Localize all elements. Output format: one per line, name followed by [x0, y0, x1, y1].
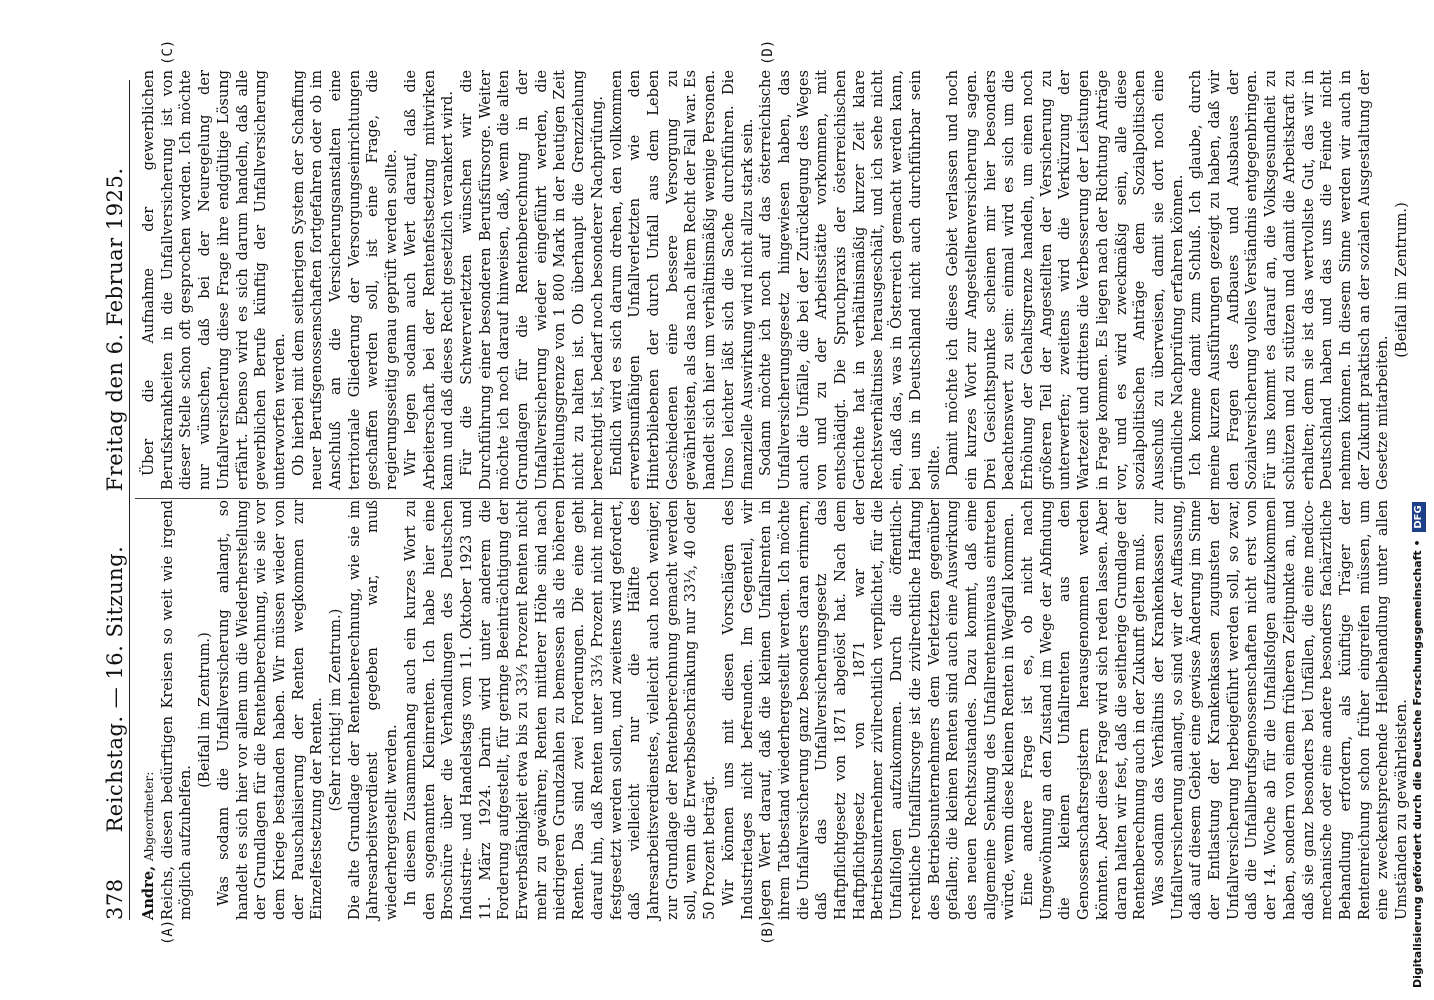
paragraph: Ob hierbei mit dem seitherigen System der Schaffung neuer Berufsgenossenschaften fortgefahren oder ob im Anschluß an die Versicherungsanstalten eine territoriale Gliederung der Versorgungseinrichtungen geschaffen werden soll, ist eine Frage, die regierungsseitig genau geprüft werden sollte.	[289, 70, 401, 490]
session-title: Reichstag. — 16. Sitzung.	[103, 545, 127, 833]
paragraph: Die alte Grundlage der Rentenberechnung, wie sie im Jahresarbeitsverdienst gegeben war, muß wiederhergestellt werden.	[345, 500, 401, 920]
paragraph: Eine andere Frage ist es, ob nicht nach Umgewöhnung an den Zustand im Wege der Abfindung die kleinen Unfallrenten aus den Genossenschaftsregistern herausgenommen werden könnten. Aber diese Frage wird sich reden lassen. Aber daran halten wir fest, daß die seitherige Grundlage der Rentenberechnung auch in der Zukunft gelten muß.	[1019, 500, 1149, 920]
paragraph: Wir können uns mit diesen Vorschlägen des Industrietages nicht befreunden. Im Gegenteil, wir legen Wert darauf, daß die kleinen Unfallrenten in ihrem Tatbestand wiederhergestellt werden. Ich möchte die Unfallversicherung ganz besonders daran erinnern, daß das Unfallversicherungsgesetz das Haftpflichtgesetz von 1871 abgelöst hat. Nach dem Haftpflichtgesetz von 1871 war der Betriebsunternehmer zivilrechtlich verpflichtet, für die Unfallfolgen aufzukommen. Durch die öffentlich-rechtliche Unfallfürsorge ist die zivilrechtliche Haftung des Betriebsunternehmers dem Verletzten gegenüber gefallen; die kleinen Renten sind auch eine Auswirkung des neuen Rechtszustandes. Dazu kommt, daß eine allgemeine Senkung des Unfallrentenniveaus eintreten würde, wenn diese kleinen Renten in Wegfall kommen.	[719, 500, 1018, 920]
interjection: (Beifall im Zentrum.)	[1393, 202, 1411, 358]
paragraph: Über die Aufnahme der gewerblichen Berufskrankheiten in die Unfallversicherung ist von dieser Stelle schon oft gesprochen worden. Ich möchte nur wünschen, daß bei der Neuregelung der Unfallversicherung diese Frage ihre endgültige Lösung erfährt. Ebenso wird es sich darum handeln, daß alle gewerblichen Berufe künftig der Unfallversicherung unterworfen werden.	[140, 70, 288, 490]
left-column	[140, 500, 1411, 920]
page-number: 378	[103, 878, 127, 920]
margin-letter-b: (B)	[760, 919, 776, 945]
speaker-role: Abgeordneter:	[142, 771, 156, 862]
paragraph: Wir legen sodann auch Wert darauf, daß die Arbeiterschaft bei der Rentenfestsetzung mitwirken kann und daß dieses Recht gesetzlich verankert wird.	[401, 70, 457, 490]
session-date: Freitag den 6. Februar 1925.	[103, 167, 127, 492]
paragraph: Ich komme damit zum Schluß. Ich glaube, durch meine kurzen Ausführungen gezeigt zu haben, daß wir den Fragen des Aufbaues und Ausbaues der Sozialversicherung volles Verständnis entgegenbringen. Für uns kommt es darauf an, die Volksgesundheit zu schützen und zu stützen und damit die Arbeitskraft zu erhalten; denn sie ist das wertvollste Gut, das wir in Deutschland haben und das uns die Feinde nicht nehmen können. In diesem Sinne werden wir auch in der Zukunft praktisch an der sozialen Ausgestaltung der Gesetze mitarbeiten.	[1187, 70, 1392, 490]
stamp-text: Digitalisierung gefördert durch die Deutsche Forschungsgemeinschaft •	[1411, 539, 1424, 988]
running-title	[103, 80, 127, 920]
paragraph: Für die Schwerverletzten wünschen wir die Durchführung einer besonderen Berufsfürsorge. Weiter möchte ich noch darauf hinweisen, daß, wenn die alten Grundlagen für die Rentenberechnung in der Unfallversicherung wieder eingeführt werden, die Drittelungsgrenze von 1 800 Mark in der heutigen Zeit nicht zu halten ist. Ob überhaupt die Grenzziehung berechtigt ist, bedarf noch besonderer Nachprüfung.	[457, 70, 606, 490]
speaker-name: Andre,	[140, 865, 157, 920]
paragraph: Was sodann die Unfallversicherung anlangt, so handelt es sich hier vor allem um die Wiederherstellung der Grundlagen für die Rentenberechnung, wie sie vor dem Kriege bestanden haben. Wir müssen wieder von der Pauschalisierung der Renten wegkommen zur Einzelfestsetzung der Renten.	[214, 500, 326, 920]
paragraph: Was sodann das Verhältnis der Krankenkassen zur Unfallversicherung anlangt, so sind wir der Auffassung, daß auf diesem Gebiet eine gewisse Änderung im Sinne der Entlastung der Krankenkassen zugunsten der Unfallversicherung herbeigeführt werden soll, so zwar, daß die Unfallberufsgenossenschaften nicht erst von der 14. Woche ab für die Unfallsfolgen aufzukommen haben, sondern von einem früheren Zeitpunkte an, und daß sie ganz besonders bei Unfällen, die eine medico-mechanische oder eine andere besonders fachärztliche Behandlung erfordern, als künftige Träger der Rentenreichung schon früher eingreifen müssen, um eine zweckentsprechende Heilbehandlung unter allen Umständen zu gewährleisten.	[1149, 500, 1411, 920]
margin-letter-a: (A)	[160, 919, 176, 945]
page-header	[95, 80, 130, 920]
paragraph: Damit möchte ich dieses Gebiet verlassen und noch ein kurzes Wort zur Angestelltenversicherung sagen. Drei Gesichtspunkte scheinen mir hier besonders beachtenswert zu sein: einmal wird es sich um die Erhöhung der Gehaltsgrenze handeln, um einen noch größeren Teil der Angestellten der Versicherung zu unterwerfen; zweitens wird die Verkürzung der Wartezeit und drittens die Verbesserung der Leistungen in Frage kommen. Es liegen nach der Richtung Anträge vor, und es wird zweckmäßig sein, alle diese sozialpolitischen Anträge dem Sozialpolitischen Ausschuß zu überweisen, damit sie dort noch eine gründliche Nachprüfung erfahren können.	[944, 70, 1186, 490]
paragraph: Endlich wird es sich darum drehen, den vollkommen erwerbsunfähigen Unfallverletzten wie den Hinterbliebenen der durch Unfall aus dem Leben Geschiedenen eine bessere Versorgung zu gewährleisten, als das nach altem Recht der Fall war. Es handelt sich hier um verhältnismäßig wenige Personen. Umso leichter läßt sich die Sache durchführen. Die finanzielle Auswirkung wird nicht allzu stark sein.	[607, 70, 756, 490]
interjection: (Beifall im Zentrum.)	[196, 632, 214, 788]
paragraph: Reichs, diesen bedürftigen Kreisen so weit wie irgend möglich aufzuhelfen.	[158, 500, 195, 920]
right-column	[140, 70, 1411, 490]
interjection: (Sehr richtig! im Zentrum.)	[327, 608, 345, 812]
margin-letter-c: (C)	[160, 39, 176, 65]
dfg-logo: DFG	[1412, 502, 1426, 531]
speaker-line	[140, 500, 159, 920]
paragraph: In diesem Zusammenhang auch ein kurzes Wort zu den sogenannten Kleinrenten. Ich habe hier eine Broschüre über die Verhandlungen des Deutschen Industrie- und Handelstags vom 11. Oktober 1923 und 11. März 1924. Darin wird unter anderem die Forderung aufgestellt, für geringe Beeinträchtigung der Erwerbsfähigkeit etwa bis zu 33⅓ Prozent Renten nicht mehr zu gewähren; Renten mittlerer Höhe sind nach niedrigeren Grundzahlen zu bemessen als die höheren Renten. Das sind zwei Forderungen. Die eine geht darauf hin, daß Renten unter 33⅓ Prozent nicht mehr festgesetzt werden sollen, und zweitens wird gefordert, daß vielleicht nur die Hälfte des Jahresarbeitsverdienstes, vielleicht auch noch weniger, zur Grundlage der Rentenberechnung gemacht werden soll, wenn die Erwerbsbeschränkung nur 33⅓, 40 oder 50 Prozent beträgt.	[401, 500, 719, 920]
paragraph: Sodann möchte ich noch auf das österreichische Unfallversicherungsgesetz hingewiesen haben, das auch die Unfälle, die bei der Zurücklegung des Weges von und zu der Arbeitsstätte vorkommen, mit entschädigt. Die Spruchpraxis der österreichischen Gerichte hat in verhältnismäßig kurzer Zeit klare Rechtsverhältnisse herausgeschält, und ich sehe nicht ein, daß das, was in Österreich gemacht werden kann, bei uns in Deutschland nicht auch durchführbar sein sollte.	[757, 70, 943, 490]
digitization-stamp	[1406, 8, 1430, 988]
column-divider	[135, 498, 1275, 499]
margin-letter-d: (D)	[760, 39, 776, 65]
